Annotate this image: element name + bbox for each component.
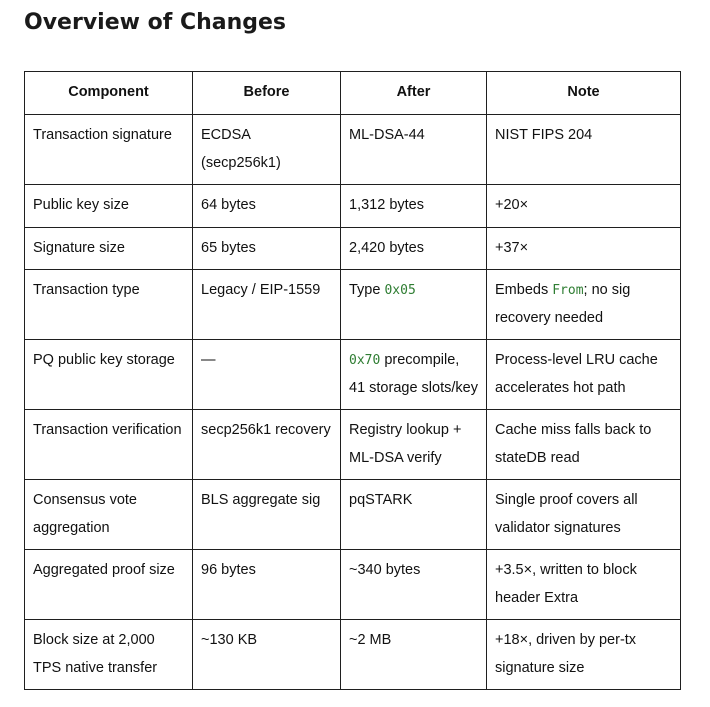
cell-before: —: [193, 340, 341, 410]
cell-before: secp256k1 recovery: [193, 410, 341, 480]
cell-after: ML-DSA-44: [341, 115, 487, 185]
column-header-before: Before: [193, 72, 341, 115]
cell-component: Transaction verification: [25, 410, 193, 480]
cell-component: Aggregated proof size: [25, 550, 193, 620]
cell-note: +20×: [487, 185, 681, 228]
cell-note-text: Embeds: [495, 282, 553, 298]
cell-note: [487, 270, 681, 340]
cell-note: NIST FIPS 204: [487, 115, 681, 185]
cell-after: ~2 MB: [341, 620, 487, 690]
table-row: [25, 620, 681, 690]
table-row: [25, 340, 681, 410]
cell-after: [341, 340, 487, 410]
table-header-row: [25, 72, 681, 115]
code-snippet: 0x05: [384, 283, 416, 298]
cell-note: +37×: [487, 227, 681, 270]
cell-component: Signature size: [25, 227, 193, 270]
table-row: [25, 227, 681, 270]
cell-note: Process-level LRU cache accelerates hot path: [487, 340, 681, 410]
cell-before: 65 bytes: [193, 227, 341, 270]
cell-before: BLS aggregate sig: [193, 480, 341, 550]
cell-note: Single proof covers all validator signatures: [487, 480, 681, 550]
cell-before: ~130 KB: [193, 620, 341, 690]
cell-before-line: (secp256k1): [201, 154, 281, 171]
cell-after-text: precompile, 41 storage slots/key: [349, 352, 478, 396]
table-row: [25, 480, 681, 550]
code-snippet: 0x70: [349, 353, 381, 368]
column-header-component: Component: [25, 72, 193, 115]
cell-note: +18×, driven by per-tx signature size: [487, 620, 681, 690]
cell-component: Transaction signature: [25, 115, 193, 185]
cell-after: pqSTARK: [341, 480, 487, 550]
cell-before: [193, 115, 341, 185]
cell-component: Public key size: [25, 185, 193, 228]
column-header-after: After: [341, 72, 487, 115]
cell-after-text: Type: [349, 282, 385, 298]
cell-before-line: ECDSA: [201, 127, 251, 143]
cell-before: 64 bytes: [193, 185, 341, 228]
cell-after: [341, 270, 487, 340]
cell-before: Legacy / EIP-1559: [193, 270, 341, 340]
table-row: [25, 270, 681, 340]
cell-after: 1,312 bytes: [341, 185, 487, 228]
cell-component: Consensus vote aggregation: [25, 480, 193, 550]
changes-table: [24, 71, 681, 690]
table-row: [25, 185, 681, 228]
column-header-note: Note: [487, 72, 681, 115]
cell-component: PQ public key storage: [25, 340, 193, 410]
cell-note: Cache miss falls back to stateDB read: [487, 410, 681, 480]
cell-after: Registry lookup + ML-DSA verify: [341, 410, 487, 480]
cell-note-text: ; no sig recovery needed: [495, 282, 631, 326]
cell-component: Block size at 2,000 TPS native transfer: [25, 620, 193, 690]
table-row: [25, 115, 681, 185]
cell-before: 96 bytes: [193, 550, 341, 620]
cell-after: ~340 bytes: [341, 550, 487, 620]
cell-after: 2,420 bytes: [341, 227, 487, 270]
table-row: [25, 550, 681, 620]
cell-note: +3.5×, written to block header Extra: [487, 550, 681, 620]
page-heading: Overview of Changes: [24, 10, 287, 35]
cell-component: Transaction type: [25, 270, 193, 340]
table-row: [25, 410, 681, 480]
code-snippet: From: [552, 283, 584, 298]
